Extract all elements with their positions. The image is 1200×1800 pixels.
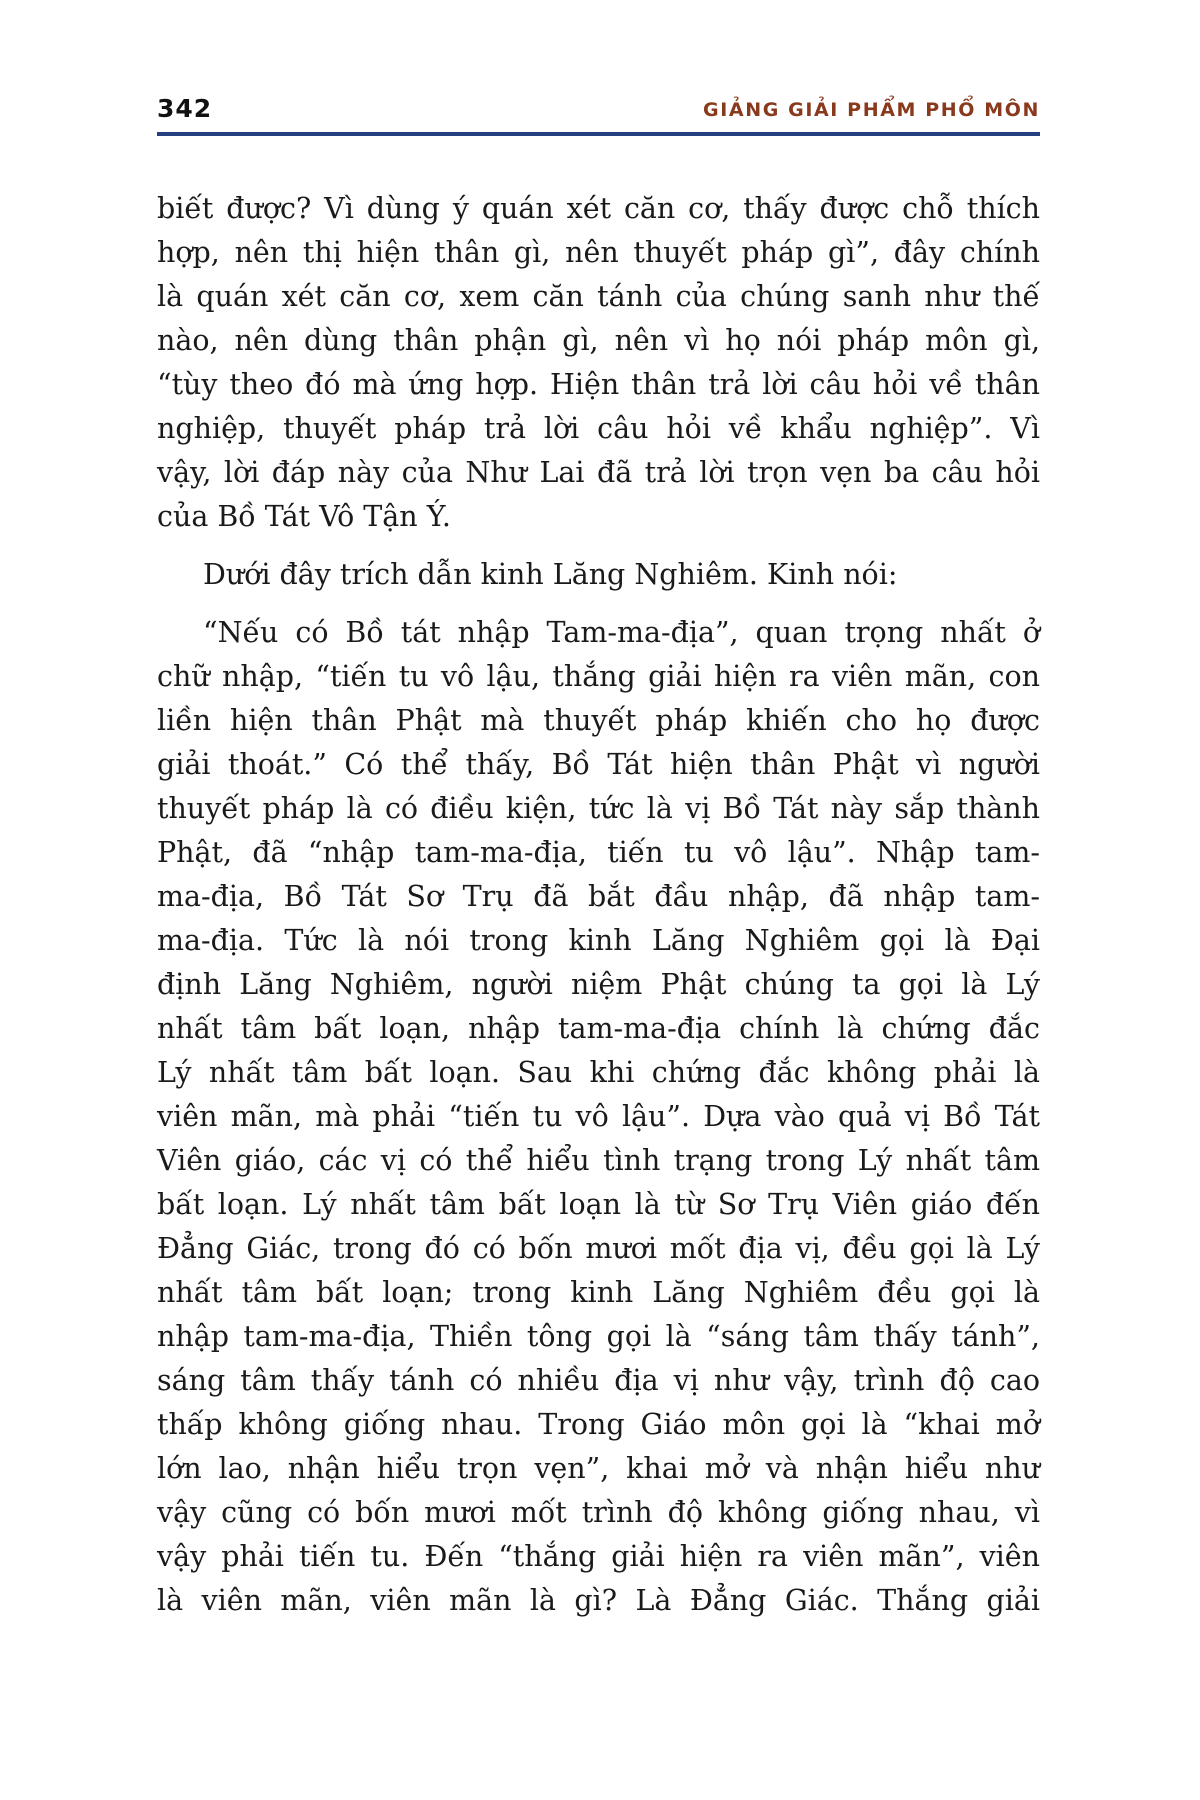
text-line: [157, 553, 1040, 597]
text-line-content: thuyết pháp là có điều kiện, tức là vị Bồ Tát này sắp thành: [157, 792, 1040, 825]
text-line: [157, 1139, 1040, 1183]
text-line: [157, 187, 1040, 231]
text-line-content: “Nếu có Bồ tát nhập Tam-ma-địa”, quan trọng nhất ở: [203, 616, 1040, 649]
text-line: [157, 1491, 1040, 1535]
text-line: [157, 1183, 1040, 1227]
text-line-content: nghiệp, thuyết pháp trả lời câu hỏi về khẩu nghiệp”. Vì: [157, 412, 1040, 445]
text-line: [157, 1579, 1040, 1623]
text-line-content: nhập tam-ma-địa, Thiền tông gọi là “sáng tâm thấy tánh”,: [157, 1320, 1040, 1353]
text-line: [157, 875, 1040, 919]
text-line-content: nhất tâm bất loạn, nhập tam-ma-địa chính là chứng đắc: [157, 1012, 1040, 1045]
text-line: [157, 1359, 1040, 1403]
text-line: [157, 611, 1040, 655]
paragraph: [157, 553, 1040, 597]
text-line-content: ma-địa, Bồ Tát Sơ Trụ đã bắt đầu nhập, đã nhập tam-: [157, 880, 1040, 913]
text-line: [157, 963, 1040, 1007]
text-line: [157, 363, 1040, 407]
text-line-content: Viên giáo, các vị có thể hiểu tình trạng trong Lý nhất tâm: [157, 1144, 1040, 1177]
text-line-content: ma-địa. Tức là nói trong kinh Lăng Nghiêm gọi là Đại: [157, 924, 1040, 957]
text-line: [157, 1403, 1040, 1447]
text-line-content: thấp không giống nhau. Trong Giáo môn gọi là “khai mở: [157, 1408, 1040, 1441]
text-line: [157, 1051, 1040, 1095]
text-line-content: vậy cũng có bốn mươi mốt trình độ không giống nhau, vì: [157, 1496, 1040, 1529]
text-line-content: bất loạn. Lý nhất tâm bất loạn là từ Sơ Trụ Viên giáo đến: [157, 1188, 1040, 1221]
running-head: [157, 94, 1040, 126]
text-line-content: giải thoát.” Có thể thấy, Bồ Tát hiện thân Phật vì người: [157, 748, 1040, 781]
text-line: [157, 407, 1040, 451]
text-line-content: là viên mãn, viên mãn là gì? Là Đẳng Giác. Thắng giải: [157, 1584, 1040, 1617]
text-line: [157, 231, 1040, 275]
header-rule: [157, 132, 1040, 136]
body-text: [157, 187, 1040, 1637]
text-line: [157, 275, 1040, 319]
text-line-content: Dưới đây trích dẫn kinh Lăng Nghiêm. Kinh nói:: [203, 558, 898, 591]
page-number: 342: [157, 94, 213, 123]
text-line: [157, 1271, 1040, 1315]
text-line: [157, 1095, 1040, 1139]
text-line: [157, 831, 1040, 875]
text-line-content: “tùy theo đó mà ứng hợp. Hiện thân trả lời câu hỏi về thân: [157, 368, 1040, 401]
text-line-content: Lý nhất tâm bất loạn. Sau khi chứng đắc không phải là: [157, 1056, 1040, 1089]
text-line-content: chữ nhập, “tiến tu vô lậu, thắng giải hiện ra viên mãn, con: [157, 660, 1040, 693]
text-line-content: hợp, nên thị hiện thân gì, nên thuyết pháp gì”, đây chính: [157, 236, 1040, 269]
text-line: [157, 787, 1040, 831]
text-line: [157, 451, 1040, 495]
paragraph: [157, 611, 1040, 1623]
text-line-content: Phật, đã “nhập tam-ma-địa, tiến tu vô lậu”. Nhập tam-: [157, 836, 1040, 869]
text-line-content: là quán xét căn cơ, xem căn tánh của chúng sanh như thế: [157, 280, 1040, 313]
text-line-content: Đẳng Giác, trong đó có bốn mươi mốt địa vị, đều gọi là Lý: [157, 1232, 1040, 1265]
text-line: [157, 1315, 1040, 1359]
text-line-content: sáng tâm thấy tánh có nhiều địa vị như vậy, trình độ cao: [157, 1364, 1040, 1397]
text-line-content: liền hiện thân Phật mà thuyết pháp khiến cho họ được: [157, 704, 1040, 737]
text-line-content: nào, nên dùng thân phận gì, nên vì họ nói pháp môn gì,: [157, 324, 1040, 357]
text-line-content: lớn lao, nhận hiểu trọn vẹn”, khai mở và nhận hiểu như: [157, 1452, 1040, 1485]
text-line: [157, 495, 1040, 539]
text-line: [157, 1227, 1040, 1271]
text-line-content: của Bồ Tát Vô Tận Ý.: [157, 500, 451, 533]
text-line-content: biết được? Vì dùng ý quán xét căn cơ, thấy được chỗ thích: [157, 192, 1040, 225]
text-line: [157, 319, 1040, 363]
text-line: [157, 1007, 1040, 1051]
text-line: [157, 1535, 1040, 1579]
text-line-content: nhất tâm bất loạn; trong kinh Lăng Nghiêm đều gọi là: [157, 1276, 1040, 1309]
text-line: [157, 699, 1040, 743]
paragraph: [157, 187, 1040, 539]
text-line: [157, 743, 1040, 787]
text-line-content: vậy phải tiến tu. Đến “thắng giải hiện ra viên mãn”, viên: [157, 1540, 1040, 1573]
text-line-content: định Lăng Nghiêm, người niệm Phật chúng ta gọi là Lý: [157, 968, 1040, 1001]
text-line: [157, 1447, 1040, 1491]
text-line-content: vậy, lời đáp này của Như Lai đã trả lời trọn vẹn ba câu hỏi: [157, 456, 1040, 489]
text-line: [157, 919, 1040, 963]
text-line-content: viên mãn, mà phải “tiến tu vô lậu”. Dựa vào quả vị Bồ Tát: [157, 1100, 1040, 1133]
text-line: [157, 655, 1040, 699]
running-title: GIẢNG GIẢI PHẨM PHỔ MÔN: [703, 99, 1040, 121]
